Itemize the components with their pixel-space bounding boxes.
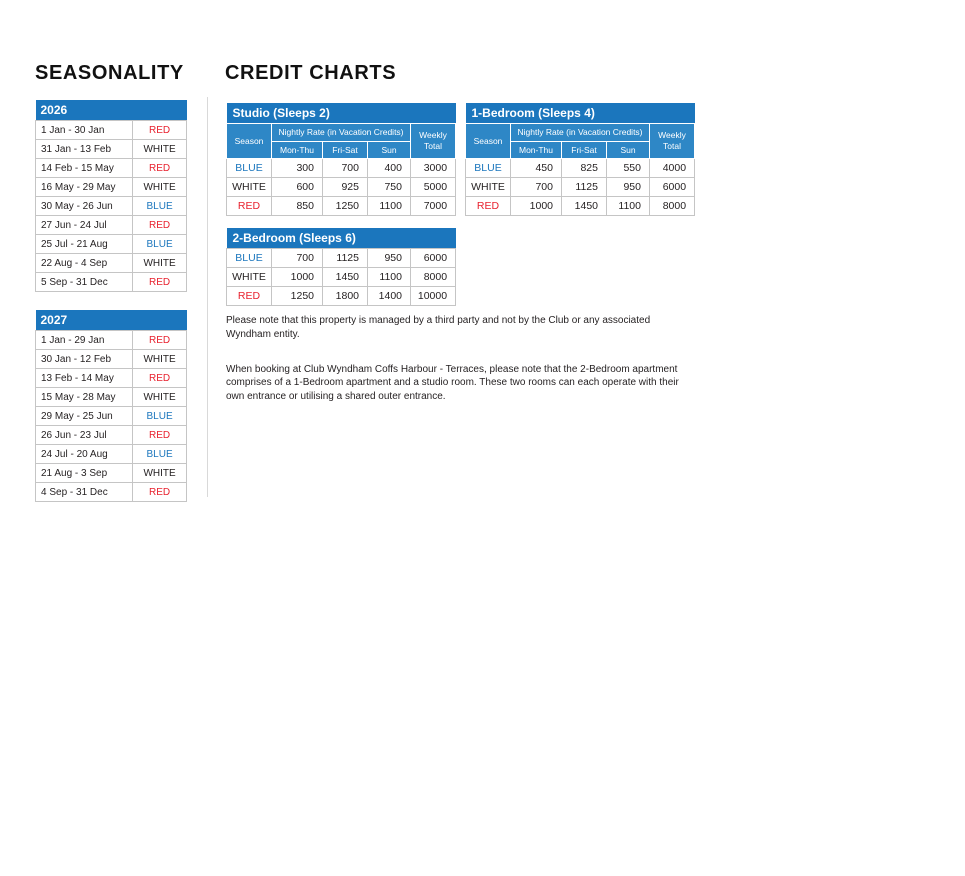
date-range: 4 Sep - 31 Dec xyxy=(36,483,133,502)
credit-row xyxy=(466,196,695,215)
season-row xyxy=(36,426,187,445)
season-label: WHITE xyxy=(133,254,187,273)
rate-mon-thu: 700 xyxy=(511,177,562,196)
season-label: RED xyxy=(133,369,187,388)
rate-sun: 400 xyxy=(368,158,411,177)
date-range: 29 May - 25 Jun xyxy=(36,407,133,426)
rate-fri-sat: 1125 xyxy=(562,177,607,196)
weekly-total: 5000 xyxy=(411,177,456,196)
rate-mon-thu: 1000 xyxy=(511,196,562,215)
season-row xyxy=(36,445,187,464)
rate-sun: 950 xyxy=(368,248,411,267)
season-label: RED xyxy=(133,216,187,235)
season-column-header: Season xyxy=(227,123,272,158)
season-row xyxy=(36,388,187,407)
season-label: BLUE xyxy=(133,197,187,216)
date-range: 27 Jun - 24 Jul xyxy=(36,216,133,235)
credit-table-title: Studio (Sleeps 2) xyxy=(227,103,456,123)
date-range: 5 Sep - 31 Dec xyxy=(36,273,133,292)
season-label: RED xyxy=(133,331,187,350)
day-header-mon-thu: Mon-Thu xyxy=(272,141,323,158)
weekly-total: 7000 xyxy=(411,196,456,215)
seasonality-table-2026 xyxy=(35,100,187,292)
rate-mon-thu: 600 xyxy=(272,177,323,196)
credit-table-title: 2-Bedroom (Sleeps 6) xyxy=(227,228,456,248)
day-header-mon-thu: Mon-Thu xyxy=(511,141,562,158)
season-row xyxy=(36,331,187,350)
credit-table-studio xyxy=(226,103,456,216)
seasonality-heading: SEASONALITY xyxy=(35,62,184,84)
season-row xyxy=(36,254,187,273)
season-label: WHITE xyxy=(133,464,187,483)
credit-table-title: 1-Bedroom (Sleeps 4) xyxy=(466,103,695,123)
rate-mon-thu: 700 xyxy=(272,248,323,267)
rate-sun: 1100 xyxy=(368,196,411,215)
season-label: WHITE xyxy=(133,388,187,407)
season-label: BLUE xyxy=(227,158,272,177)
season-label: RED xyxy=(133,273,187,292)
notes-section xyxy=(226,314,696,425)
booking-note: When booking at Club Wyndham Coffs Harbour - Terraces, please note that the 2-Bedroom apartment comprises of a 1-Bedroom apartment and a studio room. These two rooms can each operate with their own entrance or utilising a shared outer entrance. xyxy=(226,363,679,403)
season-label: RED xyxy=(227,286,272,305)
seasonality-table-2027 xyxy=(35,310,187,502)
rate-mon-thu: 300 xyxy=(272,158,323,177)
vertical-divider xyxy=(207,97,208,497)
credit-charts-heading: CREDIT CHARTS xyxy=(225,62,397,84)
season-row xyxy=(36,178,187,197)
day-header-fri-sat: Fri-Sat xyxy=(323,141,368,158)
season-row xyxy=(36,235,187,254)
date-range: 21 Aug - 3 Sep xyxy=(36,464,133,483)
date-range: 13 Feb - 14 May xyxy=(36,369,133,388)
season-label: RED xyxy=(466,196,511,215)
rate-fri-sat: 1450 xyxy=(323,267,368,286)
credit-row xyxy=(227,248,456,267)
credit-row xyxy=(227,196,456,215)
season-label: WHITE xyxy=(466,177,511,196)
season-row xyxy=(36,140,187,159)
year-header: 2027 xyxy=(36,310,187,331)
season-row xyxy=(36,273,187,292)
weekly-total: 6000 xyxy=(650,177,695,196)
rate-fri-sat: 1125 xyxy=(323,248,368,267)
weekly-total-header: Weekly Total xyxy=(411,123,456,158)
season-label: RED xyxy=(133,121,187,140)
season-label: RED xyxy=(227,196,272,215)
rate-fri-sat: 925 xyxy=(323,177,368,196)
season-label: RED xyxy=(133,426,187,445)
weekly-total-header: Weekly Total xyxy=(650,123,695,158)
date-range: 1 Jan - 30 Jan xyxy=(36,121,133,140)
credit-row xyxy=(227,177,456,196)
date-range: 14 Feb - 15 May xyxy=(36,159,133,178)
season-label: WHITE xyxy=(133,140,187,159)
season-row xyxy=(36,121,187,140)
season-label: RED xyxy=(133,159,187,178)
rate-fri-sat: 1450 xyxy=(562,196,607,215)
credit-table-2-bedroom xyxy=(226,228,456,306)
rate-sun: 1100 xyxy=(607,196,650,215)
year-header: 2026 xyxy=(36,100,187,121)
weekly-total: 10000 xyxy=(411,286,456,305)
date-range: 30 May - 26 Jun xyxy=(36,197,133,216)
rate-sun: 1100 xyxy=(368,267,411,286)
day-header-sun: Sun xyxy=(607,141,650,158)
credit-row xyxy=(227,158,456,177)
rate-sun: 750 xyxy=(368,177,411,196)
season-row xyxy=(36,369,187,388)
credit-row xyxy=(466,158,695,177)
rate-fri-sat: 1800 xyxy=(323,286,368,305)
season-row xyxy=(36,407,187,426)
season-row xyxy=(36,483,187,502)
rate-sun: 950 xyxy=(607,177,650,196)
weekly-total: 6000 xyxy=(411,248,456,267)
weekly-total: 4000 xyxy=(650,158,695,177)
season-label: WHITE xyxy=(227,267,272,286)
nightly-rate-header: Nightly Rate (in Vacation Credits) xyxy=(272,123,411,141)
third-party-note: Please note that this property is managed by a third party and not by the Club or any associated Wyndham entity. xyxy=(226,315,651,340)
day-header-sun: Sun xyxy=(368,141,411,158)
season-row xyxy=(36,464,187,483)
date-range: 16 May - 29 May xyxy=(36,178,133,197)
rate-fri-sat: 1250 xyxy=(323,196,368,215)
rate-mon-thu: 850 xyxy=(272,196,323,215)
season-label: WHITE xyxy=(133,350,187,369)
date-range: 30 Jan - 12 Feb xyxy=(36,350,133,369)
season-row xyxy=(36,350,187,369)
weekly-total: 8000 xyxy=(650,196,695,215)
nightly-rate-header: Nightly Rate (in Vacation Credits) xyxy=(511,123,650,141)
rate-fri-sat: 700 xyxy=(323,158,368,177)
season-label: BLUE xyxy=(466,158,511,177)
season-label: BLUE xyxy=(133,445,187,464)
credit-row xyxy=(227,286,456,305)
date-range: 22 Aug - 4 Sep xyxy=(36,254,133,273)
season-row xyxy=(36,197,187,216)
rate-sun: 1400 xyxy=(368,286,411,305)
season-label: WHITE xyxy=(133,178,187,197)
season-label: BLUE xyxy=(133,407,187,426)
rate-fri-sat: 825 xyxy=(562,158,607,177)
day-header-fri-sat: Fri-Sat xyxy=(562,141,607,158)
date-range: 25 Jul - 21 Aug xyxy=(36,235,133,254)
season-label: WHITE xyxy=(227,177,272,196)
date-range: 15 May - 28 May xyxy=(36,388,133,407)
credit-row xyxy=(227,267,456,286)
rate-mon-thu: 1000 xyxy=(272,267,323,286)
season-row xyxy=(36,159,187,178)
season-label: RED xyxy=(133,483,187,502)
weekly-total: 8000 xyxy=(411,267,456,286)
credit-table-1-bedroom xyxy=(465,103,695,216)
date-range: 1 Jan - 29 Jan xyxy=(36,331,133,350)
date-range: 31 Jan - 13 Feb xyxy=(36,140,133,159)
season-row xyxy=(36,216,187,235)
weekly-total: 3000 xyxy=(411,158,456,177)
rate-mon-thu: 1250 xyxy=(272,286,323,305)
date-range: 26 Jun - 23 Jul xyxy=(36,426,133,445)
rate-sun: 550 xyxy=(607,158,650,177)
season-column-header: Season xyxy=(466,123,511,158)
season-label: BLUE xyxy=(227,248,272,267)
season-label: BLUE xyxy=(133,235,187,254)
date-range: 24 Jul - 20 Aug xyxy=(36,445,133,464)
credit-row xyxy=(466,177,695,196)
rate-mon-thu: 450 xyxy=(511,158,562,177)
